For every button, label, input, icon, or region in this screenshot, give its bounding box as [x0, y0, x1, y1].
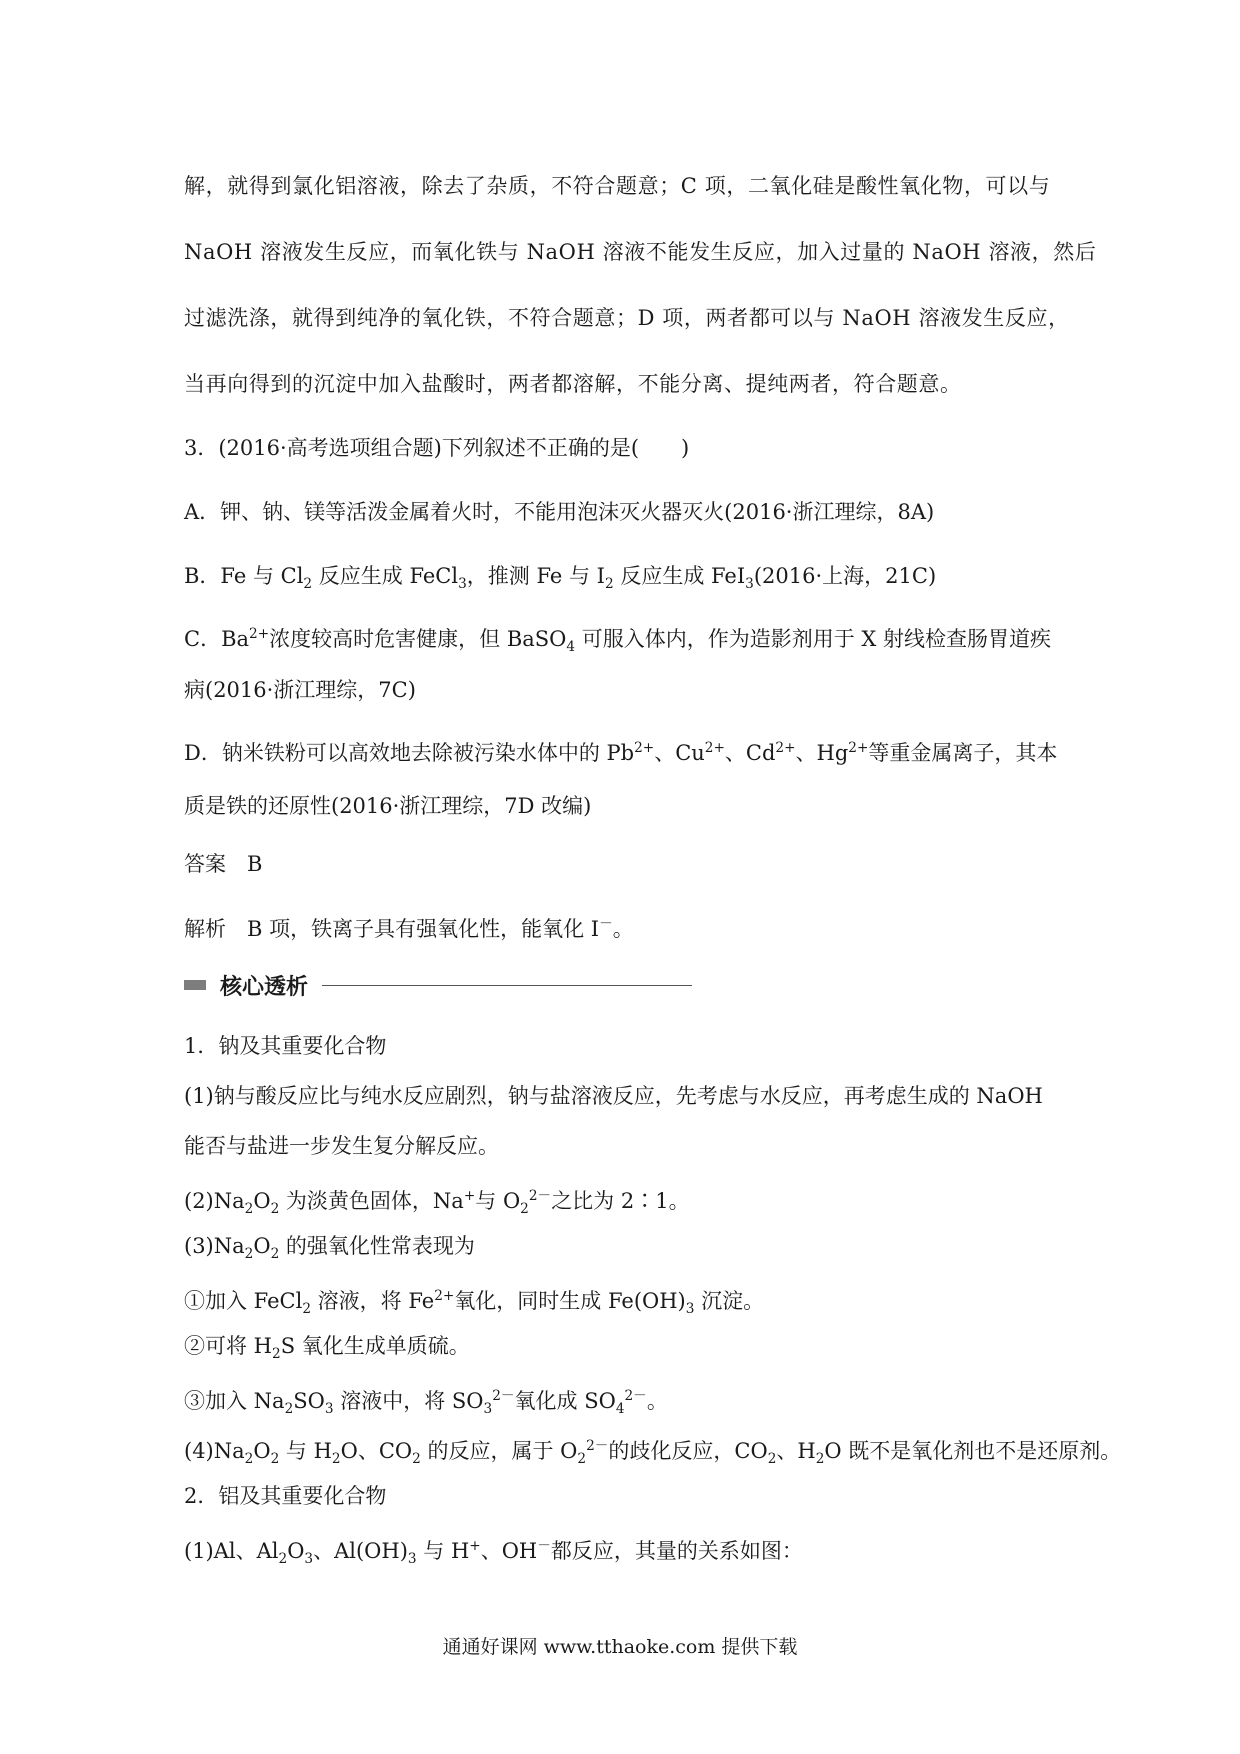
page-footer: 通通好课网 www.tthaoke.com 提供下载 [442, 1636, 798, 1658]
section-header [184, 970, 692, 1000]
sodium-sub-1: ①加入 FeCl$_2$ 溶液，将 $Fe^{2+}$氧化，同时生成 $Fe(OH)_3$ 沉淀。 [184, 1288, 765, 1318]
answer-text-line: 当再向得到的沉淀中加入盐酸时，两者都溶解，不能分离、提纯两者，符合题意。 [184, 372, 962, 396]
aluminum-item-1: (1)Al、$Al_2O_3$、$Al(OH)_3$ 与 H+、OH－都反应，其量的关系如图： [184, 1538, 803, 1568]
sodium-item-1: (1)钠与酸反应比与纯水反应剧烈，钠与盐溶液反应，先考虑与水反应，再考虑生成的 NaOH [184, 1084, 1043, 1108]
sodium-sub-3: ③加入 $Na_2SO_3$ 溶液中，将 $SO_3^{2-}$氧化成 $SO_4^{2-}$。 [184, 1388, 668, 1418]
question-3-option-d-cont: 质是铁的还原性(2016·浙江理综，7D 改编) [184, 794, 592, 818]
sodium-item-4: $(4)Na_2O_2$ 与 $H_2O$、$CO_2$ 的反应，属于 $O_2^{2-}$的歧化反应，$CO_2$、$H_2O$ 既不是氧化剂也不是还原剂。 [184, 1438, 1122, 1468]
section-divider [322, 985, 692, 986]
sodium-item-1-cont: 能否与盐进一步发生复分解反应。 [184, 1134, 499, 1158]
sodium-item-2: $(2)Na_2O_2$ 为淡黄色固体，Na+与 $O_2^{2-}$之比为 2∶1。 [184, 1188, 690, 1218]
question-3-option-a: A．钾、钠、镁等活泼金属着火时，不能用泡沫灭火器灭火(2016·浙江理综，8A) [184, 500, 935, 524]
answer-text-line: 过滤洗涤，就得到纯净的氧化铁，不符合题意；D 项，两者都可以与 NaOH 溶液发生反应， [184, 306, 1070, 330]
section-marker-icon [184, 980, 206, 990]
question-3-option-d: D．钠米铁粉可以高效地去除被污染水体中的 $Pb^{2+}$、$Cu^{2+}$、$Cd^{2+}$、$Hg^{2+}$等重金属离子，其本 [184, 740, 1058, 765]
sodium-sub-2: ②可将 $H_2S$ 氧化生成单质硫。 [184, 1334, 470, 1363]
heading-sodium: 1．钠及其重要化合物 [184, 1034, 387, 1058]
analysis-text: 解析 B 项，铁离子具有强氧化性，能氧化 I－。 [184, 916, 634, 941]
question-3-option-b: B．Fe 与 $Cl_2$ 反应生成 FeCl$_3$，推测 Fe 与 $I_2$ 反应生成 FeI$_3$(2016·上海，21C) [184, 564, 937, 593]
question-3-stem: 3．(2016·高考选项组合题)下列叙述不正确的是( ) [184, 436, 690, 460]
section-title: 核心透析 [220, 974, 309, 1000]
answer-text-line: 解，就得到氯化铝溶液，除去了杂质，不符合题意；C 项，二氧化硅是酸性氧化物，可以与 [184, 174, 1051, 198]
sodium-item-3: $(3)Na_2O_2$ 的强氧化性常表现为 [184, 1234, 475, 1263]
question-3-option-c: C．$Ba^{2+}$浓度较高时危害健康，但 BaSO$_4$ 可服入体内，作为造影剂用于 X 射线检查肠胃道疾 [184, 626, 1052, 656]
question-3-option-c-cont: 病(2016·浙江理综，7C) [184, 678, 416, 702]
heading-aluminum: 2．铝及其重要化合物 [184, 1484, 387, 1508]
answer-label: 答案 B [184, 852, 263, 876]
answer-text-line: NaOH 溶液发生反应，而氧化铁与 NaOH 溶液不能发生反应，加入过量的 NaOH 溶液，然后 [184, 240, 1097, 264]
